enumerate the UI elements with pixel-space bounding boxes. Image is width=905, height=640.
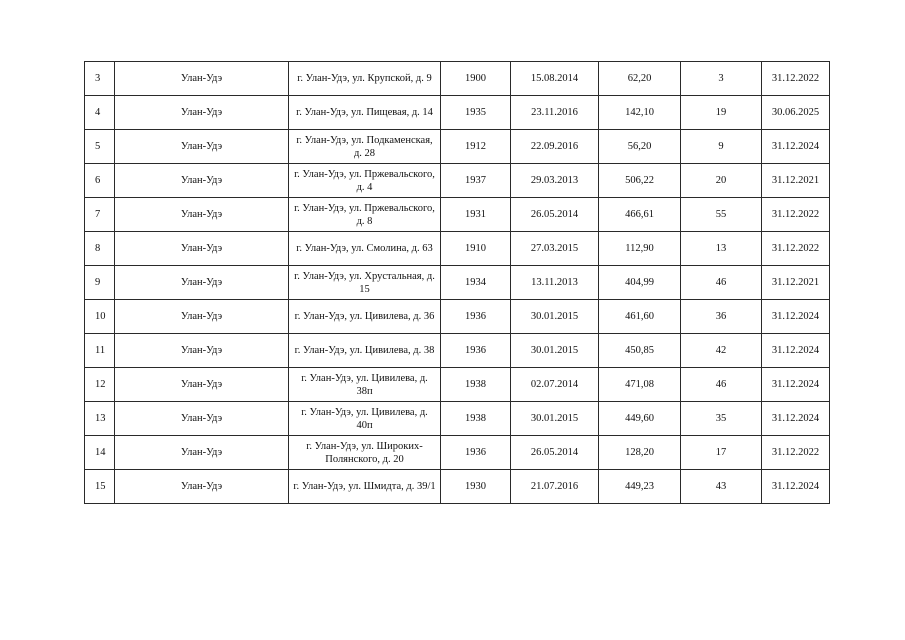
table-row — [85, 470, 830, 504]
city-cell: Улан-Удэ — [115, 198, 289, 232]
deadline-cell: 31.12.2024 — [762, 402, 830, 436]
city-cell: Улан-Удэ — [115, 164, 289, 198]
year-cell: 1936 — [441, 436, 511, 470]
address-cell: г. Улан-Удэ, ул. Подкаменская, д. 28 — [289, 130, 441, 164]
address-cell: г. Улан-Удэ, ул. Цивилева, д. 36 — [289, 300, 441, 334]
year-cell: 1938 — [441, 368, 511, 402]
row-number-cell: 13 — [85, 402, 115, 436]
area-cell: 112,90 — [599, 232, 681, 266]
table-row — [85, 334, 830, 368]
deadline-cell: 31.12.2024 — [762, 130, 830, 164]
address-cell: г. Улан-Удэ, ул. Цивилева, д. 38 — [289, 334, 441, 368]
city-cell: Улан-Удэ — [115, 436, 289, 470]
residents-cell: 55 — [681, 198, 762, 232]
area-cell: 506,22 — [599, 164, 681, 198]
deadline-cell: 31.12.2022 — [762, 198, 830, 232]
deadline-cell: 31.12.2024 — [762, 470, 830, 504]
city-cell: Улан-Удэ — [115, 266, 289, 300]
residents-cell: 3 — [681, 62, 762, 96]
row-number-cell: 9 — [85, 266, 115, 300]
deadline-cell: 31.12.2022 — [762, 232, 830, 266]
residents-cell: 42 — [681, 334, 762, 368]
row-number-cell: 5 — [85, 130, 115, 164]
table-row — [85, 198, 830, 232]
row-number-cell: 15 — [85, 470, 115, 504]
residents-cell: 9 — [681, 130, 762, 164]
city-cell: Улан-Удэ — [115, 96, 289, 130]
row-number-cell: 4 — [85, 96, 115, 130]
address-cell: г. Улан-Удэ, ул. Пржевальского, д. 4 — [289, 164, 441, 198]
address-cell: г. Улан-Удэ, ул. Крупской, д. 9 — [289, 62, 441, 96]
address-cell: г. Улан-Удэ, ул. Смолина, д. 63 — [289, 232, 441, 266]
address-cell: г. Улан-Удэ, ул. Цивилева, д. 38п — [289, 368, 441, 402]
date-cell: 02.07.2014 — [511, 368, 599, 402]
residents-cell: 19 — [681, 96, 762, 130]
date-cell: 13.11.2013 — [511, 266, 599, 300]
date-cell: 26.05.2014 — [511, 198, 599, 232]
address-cell: г. Улан-Удэ, ул. Пищевая, д. 14 — [289, 96, 441, 130]
area-cell: 404,99 — [599, 266, 681, 300]
table-row — [85, 402, 830, 436]
area-cell: 466,61 — [599, 198, 681, 232]
table-row — [85, 368, 830, 402]
residents-cell: 43 — [681, 470, 762, 504]
deadline-cell: 31.12.2024 — [762, 334, 830, 368]
row-number-cell: 3 — [85, 62, 115, 96]
city-cell: Улан-Удэ — [115, 130, 289, 164]
date-cell: 29.03.2013 — [511, 164, 599, 198]
area-cell: 142,10 — [599, 96, 681, 130]
deadline-cell: 31.12.2022 — [762, 436, 830, 470]
residents-cell: 17 — [681, 436, 762, 470]
residents-cell: 13 — [681, 232, 762, 266]
year-cell: 1910 — [441, 232, 511, 266]
year-cell: 1938 — [441, 402, 511, 436]
row-number-cell: 6 — [85, 164, 115, 198]
year-cell: 1934 — [441, 266, 511, 300]
area-cell: 449,60 — [599, 402, 681, 436]
table-body — [85, 62, 830, 504]
city-cell: Улан-Удэ — [115, 368, 289, 402]
residents-cell: 36 — [681, 300, 762, 334]
area-cell: 471,08 — [599, 368, 681, 402]
area-cell: 62,20 — [599, 62, 681, 96]
row-number-cell: 11 — [85, 334, 115, 368]
area-cell: 56,20 — [599, 130, 681, 164]
row-number-cell: 10 — [85, 300, 115, 334]
table-row — [85, 232, 830, 266]
area-cell: 450,85 — [599, 334, 681, 368]
year-cell: 1900 — [441, 62, 511, 96]
housing-registry-table — [84, 61, 830, 504]
address-cell: г. Улан-Удэ, ул. Пржевальского, д. 8 — [289, 198, 441, 232]
table-row — [85, 164, 830, 198]
deadline-cell: 31.12.2024 — [762, 368, 830, 402]
deadline-cell: 31.12.2021 — [762, 266, 830, 300]
date-cell: 22.09.2016 — [511, 130, 599, 164]
deadline-cell: 31.12.2024 — [762, 300, 830, 334]
area-cell: 461,60 — [599, 300, 681, 334]
deadline-cell: 31.12.2021 — [762, 164, 830, 198]
date-cell: 30.01.2015 — [511, 300, 599, 334]
residents-cell: 35 — [681, 402, 762, 436]
date-cell: 15.08.2014 — [511, 62, 599, 96]
address-cell: г. Улан-Удэ, ул. Хрустальная, д. 15 — [289, 266, 441, 300]
table-row — [85, 130, 830, 164]
city-cell: Улан-Удэ — [115, 334, 289, 368]
city-cell: Улан-Удэ — [115, 62, 289, 96]
date-cell: 27.03.2015 — [511, 232, 599, 266]
year-cell: 1912 — [441, 130, 511, 164]
year-cell: 1931 — [441, 198, 511, 232]
city-cell: Улан-Удэ — [115, 402, 289, 436]
residents-cell: 46 — [681, 368, 762, 402]
area-cell: 449,23 — [599, 470, 681, 504]
row-number-cell: 12 — [85, 368, 115, 402]
year-cell: 1937 — [441, 164, 511, 198]
row-number-cell: 7 — [85, 198, 115, 232]
residents-cell: 46 — [681, 266, 762, 300]
deadline-cell: 31.12.2022 — [762, 62, 830, 96]
row-number-cell: 14 — [85, 436, 115, 470]
city-cell: Улан-Удэ — [115, 300, 289, 334]
date-cell: 30.01.2015 — [511, 334, 599, 368]
area-cell: 128,20 — [599, 436, 681, 470]
year-cell: 1930 — [441, 470, 511, 504]
table-row — [85, 436, 830, 470]
city-cell: Улан-Удэ — [115, 470, 289, 504]
date-cell: 23.11.2016 — [511, 96, 599, 130]
table-row — [85, 266, 830, 300]
date-cell: 26.05.2014 — [511, 436, 599, 470]
city-cell: Улан-Удэ — [115, 232, 289, 266]
address-cell: г. Улан-Удэ, ул. Шмидта, д. 39/1 — [289, 470, 441, 504]
residents-cell: 20 — [681, 164, 762, 198]
table-row — [85, 96, 830, 130]
table-row — [85, 62, 830, 96]
address-cell: г. Улан-Удэ, ул. Широких-Полянского, д. 20 — [289, 436, 441, 470]
year-cell: 1935 — [441, 96, 511, 130]
table-row — [85, 300, 830, 334]
year-cell: 1936 — [441, 300, 511, 334]
year-cell: 1936 — [441, 334, 511, 368]
deadline-cell: 30.06.2025 — [762, 96, 830, 130]
date-cell: 30.01.2015 — [511, 402, 599, 436]
row-number-cell: 8 — [85, 232, 115, 266]
address-cell: г. Улан-Удэ, ул. Цивилева, д. 40п — [289, 402, 441, 436]
date-cell: 21.07.2016 — [511, 470, 599, 504]
